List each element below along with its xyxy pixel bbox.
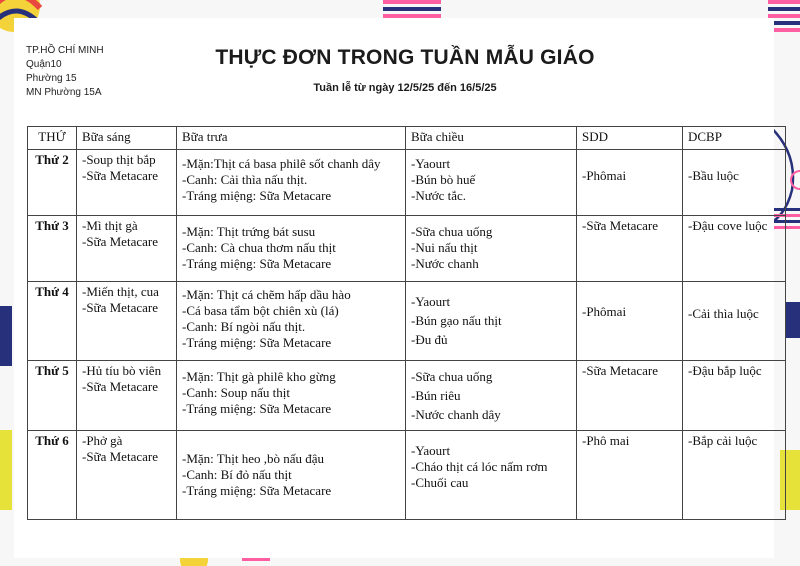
menu-line: -Mặn: Thịt trứng bát susu (182, 224, 316, 239)
menu-line: -Mì thịt gà (82, 218, 138, 233)
page-title: THỰC ĐƠN TRONG TUẦN MẪU GIÁO (215, 46, 595, 69)
dcbp-cell (683, 431, 786, 520)
school-label: MN Phường 15A (26, 87, 102, 98)
menu-line: -Yaourt (411, 294, 451, 309)
sdd-value: -Phômai (582, 304, 627, 319)
menu-line: -Mặn: Thịt gà philê kho gừng (182, 369, 336, 384)
breakfast-cell (77, 282, 177, 361)
menu-line: -Yaourt (411, 443, 451, 458)
menu-line: -Chuối cau (411, 475, 469, 490)
lunch-cell (177, 361, 406, 431)
afternoon-cell (406, 216, 577, 282)
menu-line: -Tráng miệng: Sữa Metacare (182, 401, 332, 416)
district-label: Quận10 (26, 59, 62, 70)
table-row (28, 216, 786, 282)
dcbp-cell (683, 216, 786, 282)
menu-line: -Tráng miệng: Sữa Metacare (182, 256, 332, 271)
sdd-cell (577, 361, 683, 431)
menu-line: -Cháo thịt cá lóc nấm rơm (411, 459, 548, 474)
breakfast-cell (77, 431, 177, 520)
table-row (28, 431, 786, 520)
weekly-menu-table (27, 126, 786, 520)
menu-line: -Mặn: Thịt heo ,bò nấu đậu (182, 451, 325, 466)
menu-line: -Sữa Metacare (82, 379, 158, 394)
menu-line: -Phở gà (82, 433, 123, 448)
menu-line: -Sữa Metacare (82, 168, 158, 183)
sdd-value: -Phômai (582, 168, 627, 183)
ward-label: Phường 15 (26, 73, 77, 84)
table-header-row (28, 127, 786, 150)
column-header-day: THỨ (28, 127, 77, 150)
dcbp-cell (683, 150, 786, 216)
menu-line: -Canh: Bí ngòi nấu thịt. (182, 319, 306, 334)
afternoon-cell (406, 282, 577, 361)
column-header-dcbp: DCBP (683, 127, 786, 150)
menu-line: -Sữa chua uống (411, 369, 493, 384)
menu-line: -Hủ tíu bò viên (82, 363, 162, 378)
week-range: Tuần lễ từ ngày 12/5/25 đến 16/5/25 (313, 82, 497, 94)
column-header-breakfast: Bữa sáng (77, 127, 177, 150)
menu-line: -Bún gạo nấu thịt (411, 313, 502, 328)
menu-line: -Soup thịt bắp (82, 152, 156, 167)
table-row (28, 282, 786, 361)
sdd-value: -Phô mai (582, 433, 630, 448)
lunch-cell (177, 216, 406, 282)
menu-line: -Miến thịt, cua (82, 284, 159, 299)
lunch-cell (177, 150, 406, 216)
day-cell: Thứ 2 (28, 150, 77, 216)
sdd-cell (577, 150, 683, 216)
breakfast-cell (77, 361, 177, 431)
menu-line: -Canh: Bí đỏ nấu thịt (182, 467, 292, 482)
column-header-afternoon: Bữa chiều (406, 127, 577, 150)
menu-line: -Sữa Metacare (82, 449, 158, 464)
menu-line: -Canh: Cải thìa nấu thịt. (182, 172, 308, 187)
menu-line: -Tráng miệng: Sữa Metacare (182, 483, 332, 498)
menu-line: -Mặn: Thịt cá chẽm hấp dầu hào (182, 287, 351, 302)
lunch-cell (177, 431, 406, 520)
menu-line: -Mặn:Thịt cá basa philê sốt chanh dây (182, 156, 381, 171)
dcbp-cell (683, 361, 786, 431)
dcbp-value: -Bắp cải luộc (688, 433, 758, 448)
menu-line: -Bún bò huế (411, 172, 476, 187)
sdd-cell (577, 431, 683, 520)
lunch-cell (177, 282, 406, 361)
menu-line: -Nước chanh dây (411, 407, 501, 422)
menu-line: -Sữa Metacare (82, 234, 158, 249)
column-header-lunch: Bữa trưa (177, 127, 406, 150)
menu-line: -Bún riêu (411, 388, 461, 403)
city-label: TP.HỒ CHÍ MINH (26, 45, 104, 56)
menu-line: -Yaourt (411, 156, 451, 171)
afternoon-cell (406, 150, 577, 216)
menu-line: -Canh: Soup nấu thịt (182, 385, 290, 400)
menu-line: -Nước chanh (411, 256, 479, 271)
menu-line: -Tráng miệng: Sữa Metacare (182, 335, 332, 350)
table-row (28, 361, 786, 431)
dcbp-value: -Bầu luộc (688, 168, 739, 183)
day-cell: Thứ 4 (28, 282, 77, 361)
menu-line: -Cá basa tẩm bột chiên xù (lá) (182, 303, 339, 318)
breakfast-cell (77, 216, 177, 282)
dcbp-cell (683, 282, 786, 361)
day-cell: Thứ 5 (28, 361, 77, 431)
menu-line: -Đu đủ (411, 332, 448, 347)
stripes-icon (383, 0, 441, 18)
day-cell: Thứ 6 (28, 431, 77, 520)
day-cell: Thứ 3 (28, 216, 77, 282)
menu-line: -Sữa Metacare (82, 300, 158, 315)
menu-line: -Nui nấu thịt (411, 240, 478, 255)
menu-line: -Nước tắc. (411, 188, 467, 203)
sdd-value: -Sữa Metacare (582, 218, 658, 233)
dcbp-value: -Cải thìa luộc (688, 306, 759, 321)
menu-line: -Tráng miệng: Sữa Metacare (182, 188, 332, 203)
school-info (26, 44, 104, 100)
dcbp-value: -Đậu cove luộc (688, 218, 768, 233)
sdd-cell (577, 282, 683, 361)
dotted-pattern-icon (0, 306, 12, 510)
sdd-cell (577, 216, 683, 282)
afternoon-cell (406, 431, 577, 520)
dcbp-value: -Đậu bắp luộc (688, 363, 762, 378)
afternoon-cell (406, 361, 577, 431)
menu-line: -Sữa chua uống (411, 224, 493, 239)
menu-line: -Canh: Cà chua thơm nấu thịt (182, 240, 336, 255)
sdd-value: -Sữa Metacare (582, 363, 658, 378)
table-row (28, 150, 786, 216)
column-header-sdd: SDD (577, 127, 683, 150)
breakfast-cell (77, 150, 177, 216)
